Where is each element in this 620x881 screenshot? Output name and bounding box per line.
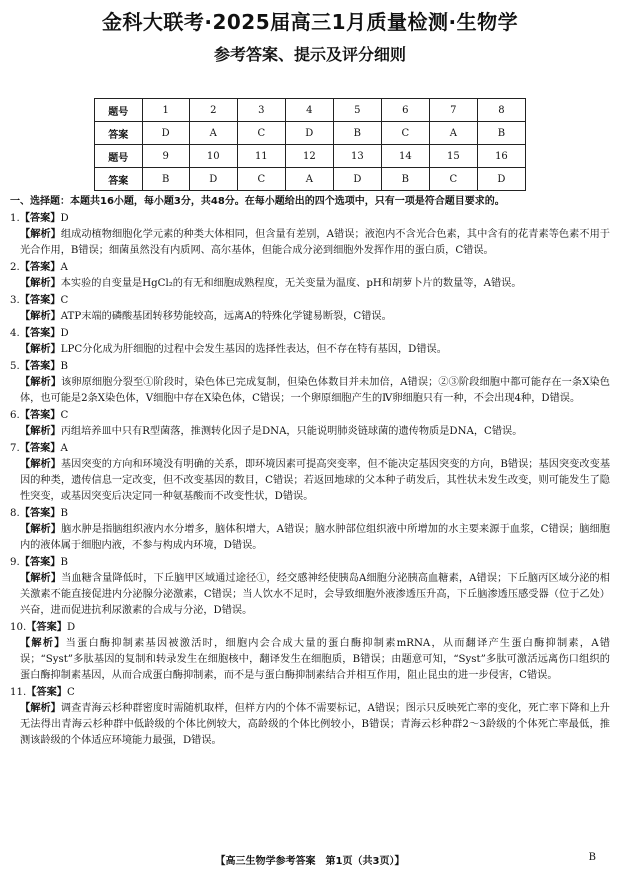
explanation-text: 调查青海云杉种群密度时需随机取样，但样方内的个体不需要标记，A错误；图示只反映死亡率的变化，死亡率下降和上升无法得出青海云杉种群中低龄级的个体比例较大，高龄级的个体比例较小，B错误；青海云杉种群2～3龄级的个体死亡率最低，推测该龄级的个体适应环境能力最强，D错误。 — [20, 703, 610, 746]
explanation-tag: 【解析】 — [20, 344, 61, 355]
answer-value: C — [60, 295, 69, 306]
explanation-paragraph — [10, 227, 610, 259]
explanation-tag: 【解析】 — [20, 459, 61, 470]
page-title: 金科大联考·2025届高三1月质量检测·生物学 — [101, 10, 519, 34]
answer-value: B — [60, 361, 68, 372]
answer-value: B — [60, 557, 68, 568]
table-row-answers — [95, 168, 526, 191]
answer-tag: 【答案】 — [19, 213, 61, 224]
question-number-cell: 14 — [381, 145, 429, 168]
answer-cell: B — [381, 168, 429, 191]
question-answer-line — [10, 326, 610, 342]
question-number: 6. — [10, 410, 20, 421]
explanation-paragraph — [10, 522, 610, 554]
question-number-cell: 9 — [142, 145, 189, 168]
explanation-text: ATP末端的磷酸基团转移势能较高，远离A的特殊化学键易断裂，C错误。 — [60, 311, 392, 322]
question-number-cell: 8 — [477, 99, 525, 122]
answer-value: D — [60, 328, 69, 339]
explanation-paragraph — [10, 457, 610, 505]
question-number-cell: 7 — [429, 99, 477, 122]
answer-value: A — [60, 443, 68, 454]
answer-tag: 【答案】 — [19, 410, 61, 421]
answer-cell: C — [237, 122, 285, 145]
explanation-text: 脑水肿是指脑组织液内水分增多，脑体积增大，A错误；脑水肿部位组织液中所增加的水主要来源于血浆，C错误；脑细胞内的液体属于细胞内液，不参与构成内环境，D错误。 — [20, 524, 610, 551]
answer-tag: 【答案】 — [19, 295, 61, 306]
question-number-cell: 6 — [381, 99, 429, 122]
explanation-text: 当蛋白酶抑制素基因被激活时，细胞内会合成大量的蛋白酶抑制素mRNA，从而翻译产生蛋白酶抑制素，A错误；“Syst”多肽基因的复制和转录发生在细胞核中，翻译发生在细胞质，B错误；由题意可知，“Syst”多肽可激活远离伤口组织的蛋白酶抑制素基因，从而合成蛋白酶抑制素，而不是与蛋白酶抑制素结合并相互作用，阻止昆虫的进一步侵害，C错误。 — [20, 638, 610, 681]
explanation-paragraph — [10, 276, 610, 292]
answer-tag: 【答案】 — [19, 508, 61, 519]
explanation-tag: 【解析】 — [20, 278, 61, 289]
answer-tag: 【答案】 — [19, 328, 61, 339]
question-number: 10. — [10, 622, 27, 633]
explanation-paragraph — [10, 424, 610, 440]
question-number-cell: 5 — [333, 99, 381, 122]
question-answer-line — [10, 620, 610, 636]
explanation-tag: 【解析】 — [20, 229, 61, 240]
row-label: 题号 — [95, 99, 143, 122]
page-footer: 【高三生物学参考答案 第1页（共3页）】 — [215, 856, 405, 867]
explanation-tag: 【解析】 — [20, 311, 61, 322]
explanation-text: 该卵原细胞分裂至①阶段时，染色体已完成复制，但染色体数目并未加倍，A错误；②③阶段细胞中都可能存在一条X染色体，也可能是2条X染色体，Ⅴ细胞中存在X染色体，C错误；一个卵原细胞产生的Ⅳ卵细胞只有一种，不会出现4种，D错误。 — [20, 377, 610, 404]
question-answer-line — [10, 359, 610, 375]
explanation-tag: 【解析】 — [20, 524, 62, 535]
answer-value: C — [66, 687, 75, 698]
question-number-cell: 3 — [237, 99, 285, 122]
answer-tag: 【答案】 — [19, 557, 61, 568]
answer-tag: 【答案】 — [19, 262, 61, 273]
question-number-cell: 11 — [237, 145, 285, 168]
question-answer-line — [10, 685, 610, 701]
question-number-cell: 2 — [189, 99, 237, 122]
explanation-tag: 【解析】 — [20, 703, 61, 714]
explanation-text: 本实验的自变量是HgCl₂的有无和细胞成熟程度，无关变量为温度、pH和胡萝卜片的数量等，A错误。 — [60, 278, 522, 289]
question-number-cell: 1 — [142, 99, 189, 122]
version-label: B — [588, 852, 596, 863]
row-label: 答案 — [95, 168, 143, 191]
question-number-cell: 13 — [333, 145, 381, 168]
question-number: 9. — [10, 557, 20, 568]
question-number: 7. — [10, 443, 20, 454]
answer-cell: D — [285, 122, 333, 145]
question-number: 1. — [10, 213, 20, 224]
question-number: 11. — [10, 687, 27, 698]
answer-value: C — [60, 410, 69, 421]
explanation-paragraph — [10, 375, 610, 407]
question-number-cell: 10 — [189, 145, 237, 168]
table-row-answers — [95, 122, 526, 145]
answer-tag: 【答案】 — [26, 622, 67, 633]
row-label: 答案 — [95, 122, 143, 145]
explanation-tag: 【解析】 — [20, 573, 62, 584]
explanation-tag: 【解析】 — [20, 426, 61, 437]
question-answer-line — [10, 260, 610, 276]
answer-cell: C — [381, 122, 429, 145]
question-answer-line — [10, 211, 610, 227]
answer-value: A — [60, 262, 68, 273]
answer-cell: B — [333, 122, 381, 145]
answer-cell: A — [285, 168, 333, 191]
answer-value: B — [60, 508, 68, 519]
answer-value: D — [60, 213, 69, 224]
explanation-text: 基因突变的方向和环境没有明确的关系，即环境因素可提高突变率，但不能决定基因突变的方向，B错误；基因突变改变基因的种类，遗传信息一定改变，但不改变基因的数目，C错误；若返回地球的父本种子萌发后，其性状未发生改变，则可能发生了隐性突变，或基因突变后决定同一种氨基酸而不改变性状，D错误。 — [20, 459, 611, 502]
answer-value: D — [66, 622, 76, 633]
answer-cell: D — [333, 168, 381, 191]
question-number: 8. — [10, 508, 20, 519]
answer-cell: B — [142, 168, 189, 191]
explanation-paragraph — [10, 309, 610, 325]
answer-cell: C — [429, 168, 477, 191]
answer-table — [94, 98, 526, 191]
explanation-text: 当血糖含量降低时，下丘脑甲区域通过途径①，经交感神经使胰岛A细胞分泌胰高血糖素，A错误；下丘脑丙区域分泌的相关激素不能直接促进内分泌腺分泌激素，C错误；当人饮水不足时，会导致细胞外液渗透压升高，下丘脑渗透压感受器（位于乙处）兴奋，进而促进抗利尿激素的合成与分泌，D错误。 — [20, 573, 610, 616]
explanation-paragraph — [10, 571, 610, 619]
explanations — [10, 194, 610, 750]
question-number: 3. — [10, 295, 20, 306]
question-number: 5. — [10, 361, 20, 372]
question-number-cell: 4 — [285, 99, 333, 122]
answer-cell: C — [237, 168, 285, 191]
question-number-cell: 16 — [477, 145, 525, 168]
explanation-text: LPC分化成为肝细胞的过程中会发生基因的选择性表达，但不存在特有基因，D错误。 — [60, 344, 447, 355]
explanation-text: 组成动植物细胞化学元素的种类大体相同，但含量有差别，A错误；液泡内不含光合色素，其中含有的花青素等色素不用于光合作用，B错误；细菌虽然没有内质网、高尔基体，但能合成分泌到细胞外发挥作用的蛋白质，C错误。 — [20, 229, 610, 256]
question-answer-line — [10, 293, 610, 309]
explanation-text: 丙组培养皿中只有R型菌落，推测转化因子是DNA，只能说明肺炎链球菌的遗传物质是DNA，C错误。 — [60, 426, 523, 437]
explanation-paragraph — [10, 701, 610, 749]
answer-tag: 【答案】 — [19, 361, 61, 372]
question-answer-line — [10, 506, 610, 522]
answer-cell: A — [429, 122, 477, 145]
question-number-cell: 12 — [285, 145, 333, 168]
question-answer-line — [10, 555, 610, 571]
answer-tag: 【答案】 — [26, 687, 67, 698]
page-subtitle: 参考答案、提示及评分细则 — [213, 45, 406, 64]
answer-cell: D — [477, 168, 525, 191]
explanation-tag: 【解析】 — [20, 638, 66, 649]
explanation-tag: 【解析】 — [20, 377, 62, 388]
row-label: 题号 — [95, 145, 143, 168]
question-answer-line — [10, 441, 610, 457]
table-row-numbers — [95, 145, 526, 168]
question-number-cell: 15 — [429, 145, 477, 168]
table-row-numbers — [95, 99, 526, 122]
answer-cell: A — [189, 122, 237, 145]
answer-cell: D — [142, 122, 189, 145]
answer-cell: B — [477, 122, 525, 145]
question-number: 2. — [10, 262, 20, 273]
explanation-paragraph — [10, 342, 610, 358]
question-number: 4. — [10, 328, 20, 339]
section-title: 一、选择题：本题共16小题，每小题3分，共48分。在每小题给出的四个选项中，只有一项是符合题目要求的。 — [10, 196, 505, 207]
explanation-paragraph — [10, 636, 610, 684]
answer-tag: 【答案】 — [19, 443, 61, 454]
answer-cell: D — [189, 168, 237, 191]
question-answer-line — [10, 408, 610, 424]
question-list — [10, 211, 610, 749]
